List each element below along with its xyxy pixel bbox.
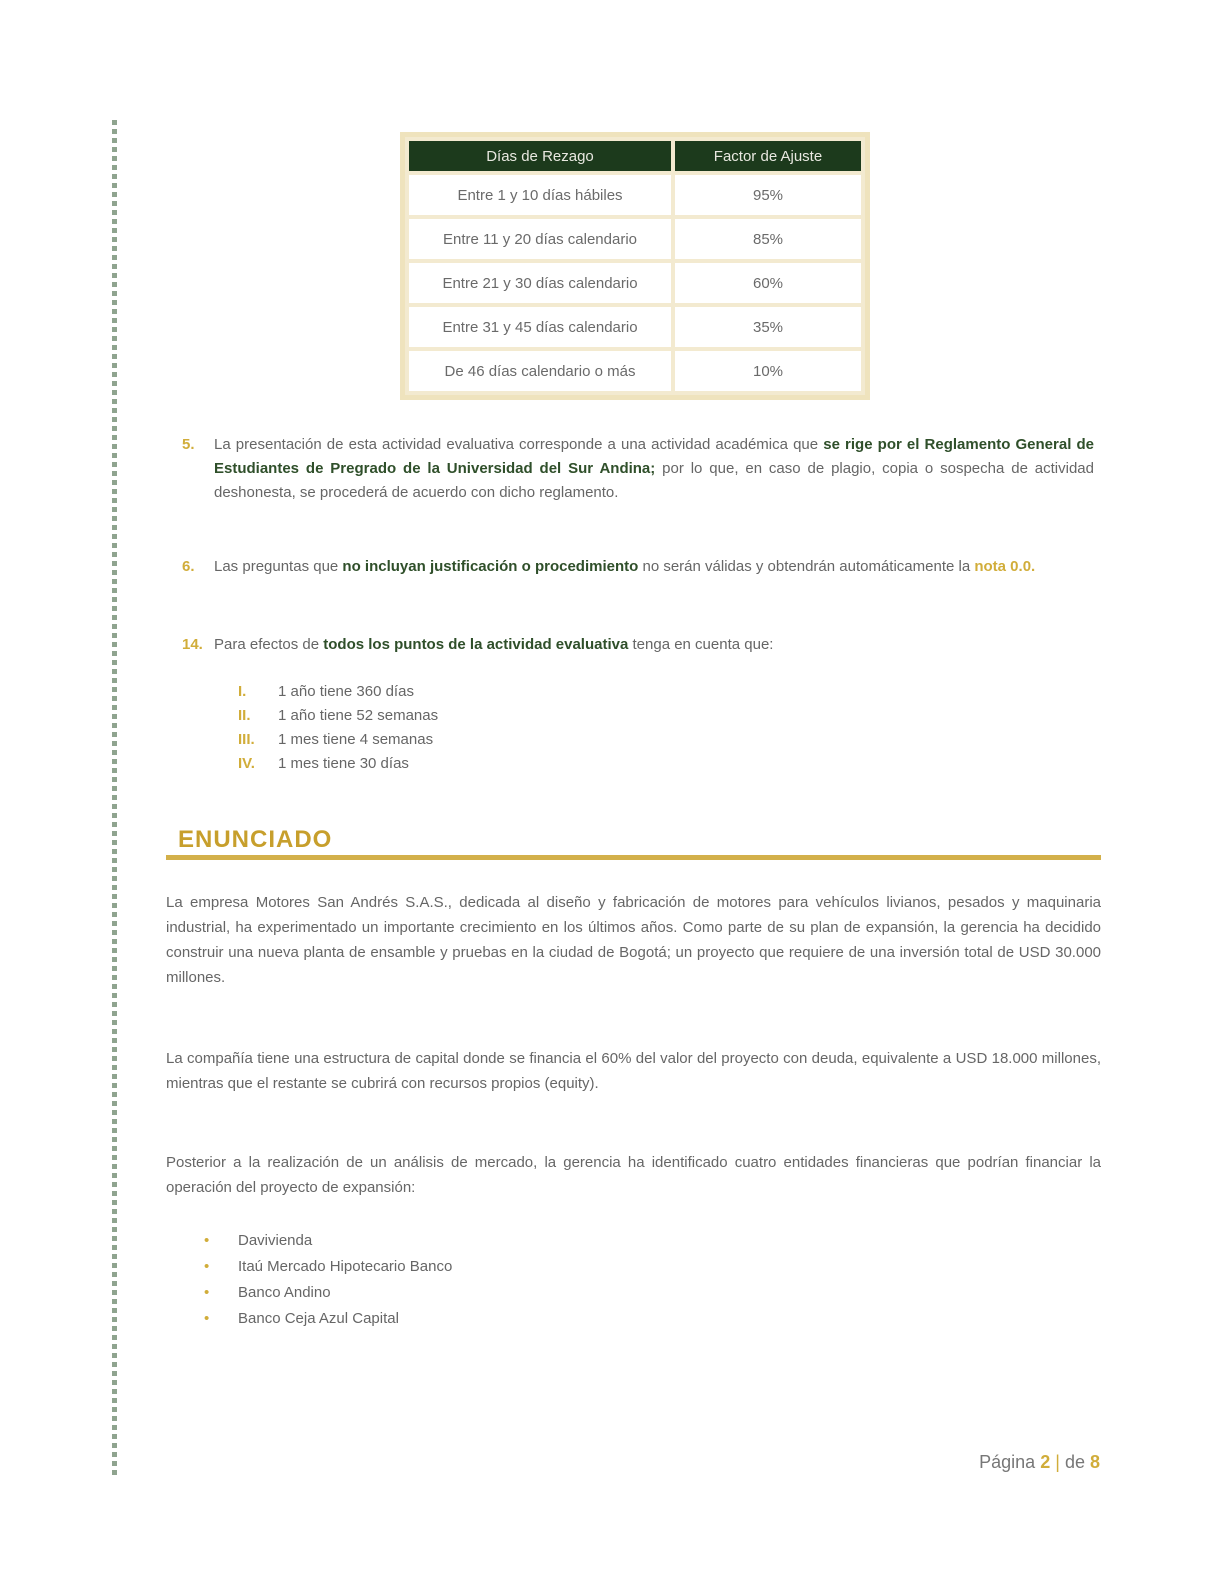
point-text-plain: por lo que, en caso de plagio, copia o sospecha de actividad deshonesta, se procederá de acuerdo con dicho reglamento.	[214, 460, 1094, 501]
page-label: Página	[979, 1452, 1036, 1472]
table-cell: 95%	[675, 175, 861, 215]
point-text-plain: no serán válidas y obtendrán automáticamente la	[638, 558, 971, 575]
list-item	[204, 1254, 452, 1280]
bullet-icon: •	[204, 1232, 210, 1249]
point-text-plain: Las preguntas que	[214, 558, 339, 575]
page-separator: |	[1055, 1452, 1060, 1472]
point-text-plain: Para efectos de	[214, 636, 320, 653]
roman-numeral: II.	[238, 707, 251, 724]
adjustment-factor-table	[400, 132, 870, 400]
table-row	[409, 263, 861, 303]
roman-numeral: I.	[238, 683, 247, 700]
page-of-label: de	[1064, 1452, 1085, 1472]
point-text	[214, 433, 1094, 505]
roman-numeral: IV.	[238, 755, 255, 772]
point-text	[214, 555, 1094, 579]
table-cell: Entre 21 y 30 días calendario	[409, 263, 671, 303]
table-row	[409, 175, 861, 215]
point-text-plain: La presentación de esta actividad evaluativa corresponde a una actividad académica que	[214, 436, 819, 453]
list-item-text: 1 año tiene 360 días	[278, 683, 414, 700]
table-cell: 35%	[675, 307, 861, 347]
point-text	[214, 633, 1094, 657]
page-number: 2	[1040, 1452, 1051, 1472]
point-text-highlight: se rige por el Reglamento General de Estudiantes de Pregrado de la Universidad del Sur Andina;	[214, 436, 1094, 477]
page-total: 8	[1089, 1452, 1100, 1472]
point-number: 6.	[182, 558, 195, 575]
bullet-icon: •	[204, 1310, 210, 1327]
body-paragraph: La compañía tiene una estructura de capital donde se financia el 60% del valor del proyecto con deuda, equivalente a USD 18.000 millones, mientras que el restante se cubrirá con recursos propios (equity).	[166, 1050, 1101, 1092]
table-header-row	[409, 141, 861, 171]
section-title: ENUNCIADO	[178, 826, 333, 853]
list-item	[238, 704, 438, 728]
section-divider	[166, 855, 1101, 860]
table-cell: 60%	[675, 263, 861, 303]
list-item-text: 1 año tiene 52 semanas	[278, 707, 439, 724]
point-text-highlight: todos los puntos de la actividad evaluativa	[319, 636, 629, 653]
point-number: 5.	[182, 436, 195, 453]
list-item-text: Banco Ceja Azul Capital	[238, 1310, 399, 1327]
financial-entities-list	[204, 1228, 452, 1332]
table-row	[409, 219, 861, 259]
table-row	[409, 351, 861, 391]
list-item-text: Davivienda	[238, 1232, 313, 1249]
point-text-grade: nota 0.0.	[970, 558, 1036, 575]
bullet-icon: •	[204, 1258, 210, 1275]
table-cell: 10%	[675, 351, 861, 391]
list-item	[238, 752, 438, 776]
table-header-cell: Factor de Ajuste	[675, 141, 861, 171]
page-footer	[979, 1452, 1100, 1473]
table-cell: Entre 1 y 10 días hábiles	[409, 175, 671, 215]
table-cell: Entre 31 y 45 días calendario	[409, 307, 671, 347]
list-item-text: 1 mes tiene 4 semanas	[278, 731, 434, 748]
list-item	[204, 1228, 452, 1254]
list-item-text: 1 mes tiene 30 días	[278, 755, 409, 772]
point-text-plain: tenga en cuenta que:	[628, 636, 774, 653]
table-cell: De 46 días calendario o más	[409, 351, 671, 391]
body-paragraph: Posterior a la realización de un análisis de mercado, la gerencia ha identificado cuatro entidades financieras que podrían financiar la operación del proyecto de expansión:	[166, 1154, 1101, 1196]
point-number: 14.	[182, 636, 203, 653]
table-row	[409, 307, 861, 347]
point-text-highlight: no incluyan justificación o procedimiento	[338, 558, 639, 575]
list-item-text: Itaú Mercado Hipotecario Banco	[238, 1258, 453, 1275]
list-item	[238, 680, 438, 704]
list-item-text: Banco Andino	[238, 1284, 331, 1301]
list-item	[204, 1306, 452, 1332]
assumptions-list	[238, 680, 438, 776]
roman-numeral: III.	[238, 731, 255, 748]
table-cell: Entre 11 y 20 días calendario	[409, 219, 671, 259]
list-item	[238, 728, 438, 752]
list-item	[204, 1280, 452, 1306]
table-header-cell: Días de Rezago	[409, 141, 671, 171]
body-paragraph: La empresa Motores San Andrés S.A.S., dedicada al diseño y fabricación de motores para vehículos livianos, pesados y maquinaria industrial, ha experimentado un importante crecimiento en los últimos años. Como parte de su plan de expansión, la gerencia ha decidido construir una nueva planta de ensamble y pruebas en la ciudad de Bogotá; un proyecto que requiere de una inversión total de USD 30.000 millones.	[166, 894, 1101, 986]
bullet-icon: •	[204, 1284, 210, 1301]
table-cell: 85%	[675, 219, 861, 259]
page-side-border	[112, 120, 117, 1475]
list-item-point-6	[182, 555, 1094, 579]
list-item-point-14	[182, 633, 1094, 657]
list-item-point-5	[182, 433, 1094, 505]
